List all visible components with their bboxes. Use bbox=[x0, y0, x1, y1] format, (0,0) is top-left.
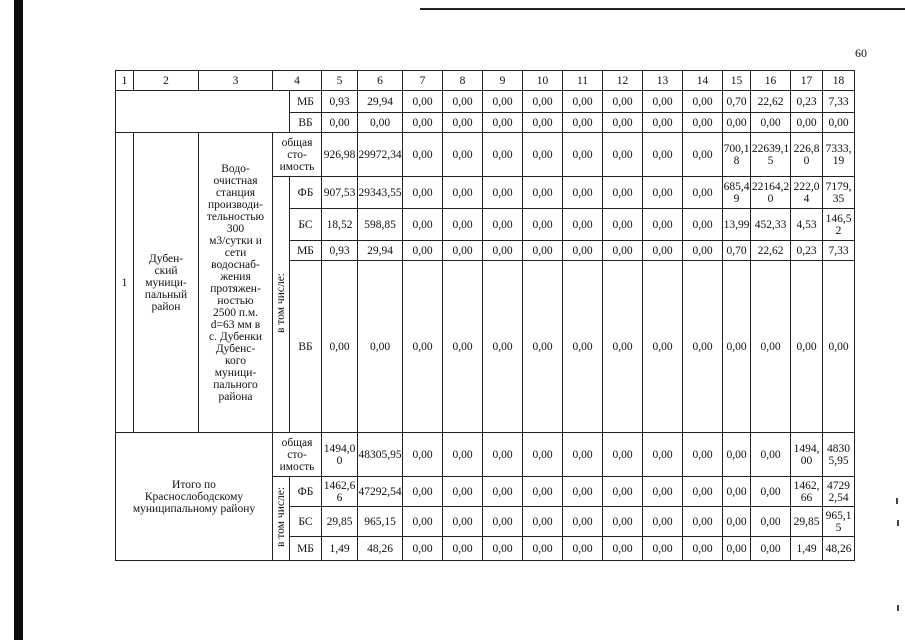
value-cell: 0,00 bbox=[723, 433, 751, 477]
value-cell: 0,93 bbox=[322, 91, 358, 113]
type-cell: ВБ bbox=[290, 113, 322, 133]
value-cell: 0,00 bbox=[403, 133, 443, 177]
value-cell: 48305,95 bbox=[358, 433, 403, 477]
column-number-cell: 18 bbox=[823, 71, 855, 91]
object-description-cell: Водо- очистная станция производи- тельностью 300 м3/сутки и сети водоснаб- жения протяжен- ностью 2500 п.м. d=63 мм в с. Дубенки Дубенс- кого муници- пального района bbox=[199, 133, 273, 433]
value-cell: 0,00 bbox=[443, 477, 483, 507]
value-cell: 0,00 bbox=[563, 241, 603, 261]
type-cell: БС bbox=[290, 209, 322, 241]
value-cell: 0,00 bbox=[563, 209, 603, 241]
value-cell: 0,00 bbox=[603, 209, 643, 241]
value-cell: 0,00 bbox=[523, 91, 563, 113]
value-cell: 13,99 bbox=[723, 209, 751, 241]
column-number-cell: 1 bbox=[116, 71, 134, 91]
column-number-cell: 3 bbox=[199, 71, 273, 91]
column-number-cell: 9 bbox=[483, 71, 523, 91]
value-cell: 0,00 bbox=[563, 261, 603, 433]
value-cell: 685,49 bbox=[723, 177, 751, 209]
value-cell: 0,00 bbox=[483, 91, 523, 113]
value-cell: 0,00 bbox=[483, 133, 523, 177]
value-cell: 0,00 bbox=[523, 133, 563, 177]
column-number-cell: 11 bbox=[563, 71, 603, 91]
value-cell: 0,00 bbox=[403, 477, 443, 507]
value-cell: 0,00 bbox=[791, 113, 823, 133]
value-cell: 0,00 bbox=[403, 261, 443, 433]
value-cell: 0,00 bbox=[751, 537, 791, 561]
value-cell: 0,00 bbox=[563, 113, 603, 133]
type-cell: МБ bbox=[290, 537, 322, 561]
value-cell: 700,18 bbox=[723, 133, 751, 177]
value-cell: 47292,54 bbox=[823, 477, 855, 507]
value-cell: 0,00 bbox=[603, 477, 643, 507]
continuation-blank-cell bbox=[116, 91, 290, 133]
value-cell: 0,00 bbox=[483, 261, 523, 433]
value-cell: 29,85 bbox=[322, 507, 358, 537]
value-cell: 29,85 bbox=[791, 507, 823, 537]
value-cell: 0,00 bbox=[643, 241, 683, 261]
column-number-cell: 6 bbox=[358, 71, 403, 91]
budget-table bbox=[115, 70, 855, 561]
value-cell: 0,00 bbox=[443, 507, 483, 537]
value-cell: 0,93 bbox=[322, 241, 358, 261]
value-cell: 22164,20 bbox=[751, 177, 791, 209]
value-cell: 0,00 bbox=[403, 241, 443, 261]
value-cell: 22,62 bbox=[751, 91, 791, 113]
column-number-cell: 13 bbox=[643, 71, 683, 91]
value-cell: 0,00 bbox=[683, 133, 723, 177]
value-cell: 0,00 bbox=[563, 133, 603, 177]
value-cell: 0,00 bbox=[523, 261, 563, 433]
value-cell: 0,00 bbox=[683, 261, 723, 433]
value-cell: 4,53 bbox=[791, 209, 823, 241]
value-cell: 0,00 bbox=[791, 261, 823, 433]
column-number-cell: 10 bbox=[523, 71, 563, 91]
value-cell: 29972,34 bbox=[358, 133, 403, 177]
value-cell: 0,00 bbox=[643, 433, 683, 477]
value-cell: 965,15 bbox=[823, 507, 855, 537]
value-cell: 0,00 bbox=[403, 507, 443, 537]
value-cell: 0,00 bbox=[751, 507, 791, 537]
including-label-cell bbox=[273, 477, 290, 561]
value-cell: 0,00 bbox=[683, 177, 723, 209]
value-cell: 0,00 bbox=[483, 177, 523, 209]
value-cell: 0,00 bbox=[483, 241, 523, 261]
total-cost-label: общая сто- имость bbox=[273, 133, 322, 177]
value-cell: 0,00 bbox=[443, 209, 483, 241]
value-cell: 0,00 bbox=[823, 261, 855, 433]
value-cell: 48,26 bbox=[823, 537, 855, 561]
value-cell: 0,00 bbox=[523, 507, 563, 537]
value-cell: 0,00 bbox=[643, 91, 683, 113]
value-cell: 0,00 bbox=[683, 433, 723, 477]
value-cell: 0,00 bbox=[483, 433, 523, 477]
value-cell: 0,00 bbox=[403, 209, 443, 241]
value-cell: 0,23 bbox=[791, 91, 823, 113]
type-cell: ФБ bbox=[290, 477, 322, 507]
page-number: 60 bbox=[855, 46, 867, 60]
value-cell: 0,00 bbox=[603, 241, 643, 261]
value-cell: 226,80 bbox=[791, 133, 823, 177]
value-cell: 0,00 bbox=[603, 507, 643, 537]
value-cell: 0,00 bbox=[523, 177, 563, 209]
value-cell: 22639,15 bbox=[751, 133, 791, 177]
row-number-cell: 1 bbox=[116, 133, 134, 433]
value-cell: 907,53 bbox=[322, 177, 358, 209]
value-cell: 0,00 bbox=[643, 507, 683, 537]
value-cell: 0,00 bbox=[443, 433, 483, 477]
value-cell: 0,00 bbox=[723, 261, 751, 433]
column-number-cell: 17 bbox=[791, 71, 823, 91]
total-cost-label: общая сто- имость bbox=[273, 433, 322, 477]
value-cell: 0,00 bbox=[643, 261, 683, 433]
value-cell: 0,00 bbox=[523, 433, 563, 477]
value-cell: 0,00 bbox=[643, 177, 683, 209]
value-cell: 0,00 bbox=[683, 113, 723, 133]
value-cell: 0,00 bbox=[683, 91, 723, 113]
value-cell: 965,15 bbox=[358, 507, 403, 537]
column-number-cell: 5 bbox=[322, 71, 358, 91]
value-cell: 0,00 bbox=[523, 241, 563, 261]
value-cell: 0,00 bbox=[322, 113, 358, 133]
continuation-row bbox=[116, 91, 855, 113]
value-cell: 0,00 bbox=[823, 113, 855, 133]
value-cell: 0,00 bbox=[403, 537, 443, 561]
value-cell: 0,00 bbox=[751, 433, 791, 477]
value-cell: 7,33 bbox=[823, 241, 855, 261]
scan-edge bbox=[14, 0, 23, 640]
value-cell: 0,00 bbox=[403, 177, 443, 209]
value-cell: 48,26 bbox=[358, 537, 403, 561]
column-number-cell: 2 bbox=[134, 71, 199, 91]
column-number-cell: 14 bbox=[683, 71, 723, 91]
value-cell: 0,70 bbox=[723, 241, 751, 261]
type-cell: МБ bbox=[290, 241, 322, 261]
itogo-label-cell: Итого по Краснослободскому муниципальному району bbox=[116, 433, 273, 561]
value-cell: 0,00 bbox=[358, 113, 403, 133]
value-cell: 0,00 bbox=[403, 113, 443, 133]
value-cell: 0,00 bbox=[751, 113, 791, 133]
including-label-cell bbox=[273, 177, 290, 433]
value-cell: 0,00 bbox=[643, 537, 683, 561]
value-cell: 0,00 bbox=[643, 133, 683, 177]
value-cell: 0,00 bbox=[683, 209, 723, 241]
value-cell: 29,94 bbox=[358, 91, 403, 113]
column-number-cell: 4 bbox=[273, 71, 322, 91]
value-cell: 1,49 bbox=[791, 537, 823, 561]
value-cell: 0,00 bbox=[483, 537, 523, 561]
margin-mark bbox=[896, 498, 898, 504]
value-cell: 0,00 bbox=[563, 433, 603, 477]
value-cell: 222,04 bbox=[791, 177, 823, 209]
column-number-cell: 7 bbox=[403, 71, 443, 91]
type-cell: ФБ bbox=[290, 177, 322, 209]
value-cell: 146,52 bbox=[823, 209, 855, 241]
value-cell: 0,00 bbox=[683, 537, 723, 561]
value-cell: 0,70 bbox=[723, 91, 751, 113]
value-cell: 7,33 bbox=[823, 91, 855, 113]
value-cell: 0,00 bbox=[443, 241, 483, 261]
value-cell: 0,00 bbox=[603, 133, 643, 177]
column-number-cell: 16 bbox=[751, 71, 791, 91]
type-cell: ВБ bbox=[290, 261, 322, 433]
value-cell: 0,23 bbox=[791, 241, 823, 261]
value-cell: 0,00 bbox=[603, 261, 643, 433]
value-cell: 0,00 bbox=[751, 477, 791, 507]
value-cell: 0,00 bbox=[563, 91, 603, 113]
value-cell: 0,00 bbox=[723, 537, 751, 561]
value-cell: 0,00 bbox=[603, 113, 643, 133]
section-total-row bbox=[116, 133, 855, 177]
value-cell: 0,00 bbox=[643, 113, 683, 133]
value-cell: 29,94 bbox=[358, 241, 403, 261]
value-cell: 0,00 bbox=[683, 477, 723, 507]
type-cell: МБ bbox=[290, 91, 322, 113]
vertical-label: в том числе: bbox=[275, 273, 287, 333]
margin-mark bbox=[897, 520, 899, 526]
value-cell: 0,00 bbox=[443, 91, 483, 113]
value-cell: 7333,19 bbox=[823, 133, 855, 177]
value-cell: 0,00 bbox=[603, 91, 643, 113]
district-cell: Дубен- ский муници- пальный район bbox=[134, 133, 199, 433]
value-cell: 0,00 bbox=[443, 113, 483, 133]
value-cell: 0,00 bbox=[483, 477, 523, 507]
value-cell: 1,49 bbox=[322, 537, 358, 561]
value-cell: 29343,55 bbox=[358, 177, 403, 209]
value-cell: 0,00 bbox=[403, 433, 443, 477]
value-cell: 0,00 bbox=[483, 209, 523, 241]
value-cell: 0,00 bbox=[483, 507, 523, 537]
value-cell: 48305,95 bbox=[823, 433, 855, 477]
value-cell: 0,00 bbox=[563, 537, 603, 561]
value-cell: 0,00 bbox=[443, 261, 483, 433]
margin-mark bbox=[897, 605, 899, 611]
value-cell: 0,00 bbox=[643, 209, 683, 241]
value-cell: 598,85 bbox=[358, 209, 403, 241]
value-cell: 0,00 bbox=[443, 133, 483, 177]
value-cell: 0,00 bbox=[563, 477, 603, 507]
value-cell: 0,00 bbox=[723, 507, 751, 537]
value-cell: 0,00 bbox=[443, 537, 483, 561]
value-cell: 0,00 bbox=[523, 113, 563, 133]
value-cell: 0,00 bbox=[403, 91, 443, 113]
column-number-cell: 8 bbox=[443, 71, 483, 91]
type-cell: БС bbox=[290, 507, 322, 537]
value-cell: 0,00 bbox=[523, 209, 563, 241]
value-cell: 1494,00 bbox=[791, 433, 823, 477]
value-cell: 0,00 bbox=[603, 537, 643, 561]
scan-top-line bbox=[420, 8, 905, 10]
value-cell: 0,00 bbox=[523, 537, 563, 561]
value-cell: 0,00 bbox=[723, 113, 751, 133]
value-cell: 0,00 bbox=[603, 177, 643, 209]
header-row bbox=[116, 71, 855, 91]
value-cell: 0,00 bbox=[563, 177, 603, 209]
value-cell: 22,62 bbox=[751, 241, 791, 261]
value-cell: 1462,66 bbox=[322, 477, 358, 507]
value-cell: 926,98 bbox=[322, 133, 358, 177]
value-cell: 452,33 bbox=[751, 209, 791, 241]
value-cell: 0,00 bbox=[603, 433, 643, 477]
value-cell: 18,52 bbox=[322, 209, 358, 241]
value-cell: 0,00 bbox=[751, 261, 791, 433]
value-cell: 0,00 bbox=[723, 477, 751, 507]
column-number-cell: 12 bbox=[603, 71, 643, 91]
value-cell: 0,00 bbox=[443, 177, 483, 209]
column-number-cell: 15 bbox=[723, 71, 751, 91]
value-cell: 0,00 bbox=[523, 477, 563, 507]
value-cell: 0,00 bbox=[563, 507, 603, 537]
value-cell: 0,00 bbox=[358, 261, 403, 433]
value-cell: 0,00 bbox=[483, 113, 523, 133]
value-cell: 0,00 bbox=[683, 507, 723, 537]
vertical-label: в том числе: bbox=[275, 487, 287, 547]
value-cell: 7179,35 bbox=[823, 177, 855, 209]
value-cell: 47292,54 bbox=[358, 477, 403, 507]
value-cell: 0,00 bbox=[643, 477, 683, 507]
value-cell: 1494,00 bbox=[322, 433, 358, 477]
value-cell: 0,00 bbox=[683, 241, 723, 261]
value-cell: 1462,66 bbox=[791, 477, 823, 507]
value-cell: 0,00 bbox=[322, 261, 358, 433]
itogo-total-row bbox=[116, 433, 855, 477]
